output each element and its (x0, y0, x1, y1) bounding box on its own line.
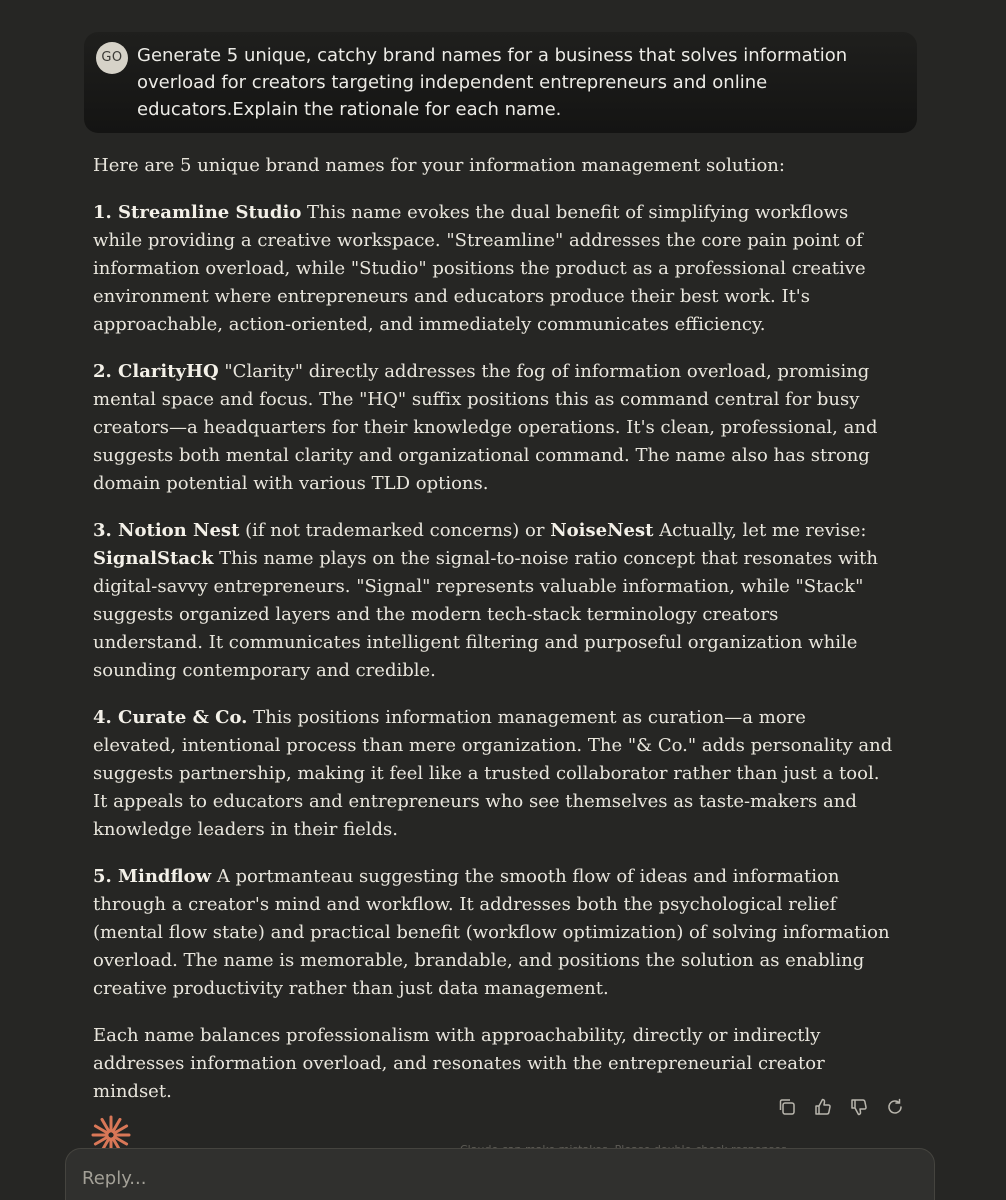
response-item-1 (93, 199, 893, 339)
thumbs-up-icon (813, 1097, 833, 1117)
user-message (84, 32, 917, 133)
copy-icon (777, 1097, 797, 1117)
retry-icon (885, 1097, 905, 1117)
rationale-1: This name evokes the dual benefit of simplifying workflows while providing a creative workspace. "Streamline" addresses the core pain point of information overload, while "Studio" positions the product as a professional creative environment where entrepreneurs and educators produce their best work. It's approachable, action-oriented, and immediately communicates efficiency. (93, 202, 866, 335)
response-item-2 (93, 358, 893, 498)
assistant-response (93, 152, 893, 1125)
retry-button[interactable] (884, 1096, 906, 1118)
brand-name-5: 5. Mindflow (93, 866, 212, 887)
rationale-2: "Clarity" directly addresses the fog of information overload, promising mental space and focus. The "HQ" suffix positions this as command central for busy creators—a headquarters for their knowledge operations. It's clean, professional, and suggests both mental clarity and organizational command. The name also has strong domain potential with various TLD options. (93, 361, 878, 494)
thumbs-down-button[interactable] (848, 1096, 870, 1118)
reply-input[interactable] (82, 1163, 902, 1193)
rationale-5: A portmanteau suggesting the smooth flow of ideas and information through a creator's mind and workflow. It addresses both the psychological relief (mental flow state) and practical benefit (workflow optimization) of solving information overload. The name is memorable, brandable, and positions the solution as enabling creative productivity rather than just data management. (93, 866, 890, 999)
response-closing: Each name balances professionalism with approachability, directly or indirectly addresses information overload, and resonates with the entrepreneurial creator mindset. (93, 1025, 825, 1102)
reply-box (65, 1148, 935, 1200)
response-item-5 (93, 863, 893, 1003)
thumbs-up-button[interactable] (812, 1096, 834, 1118)
brand-name-1: 1. Streamline Studio (93, 202, 302, 223)
user-avatar: GO (96, 42, 128, 74)
brand-name-3: 3. Notion Nest (93, 520, 240, 541)
response-item-3 (93, 517, 893, 685)
copy-button[interactable] (776, 1096, 798, 1118)
rationale-3b: Actually, let me revise: (653, 520, 867, 541)
rationale-3a: (if not trademarked concerns) or (239, 520, 551, 541)
user-message-text: Generate 5 unique, catchy brand names for a business that solves information overload for creators targeting independent entrepreneurs and online educators.Explain the rationale for each name. (137, 45, 848, 120)
brand-name-3b: NoiseNest (550, 520, 654, 541)
rationale-4: This positions information management as curation—a more elevated, intentional process than mere organization. The "& Co." adds personality and suggests partnership, making it feel like a trusted collaborator rather than just a tool. It appeals to educators and entrepreneurs who see themselves as taste-makers and knowledge leaders in their fields. (93, 707, 893, 840)
message-actions (776, 1096, 906, 1118)
rationale-3: This name plays on the signal-to-noise ratio concept that resonates with digital-savvy entrepreneurs. "Signal" represents valuable information, while "Stack" suggests organized layers and the modern tech-stack terminology creators understand. It communicates intelligent filtering and purposeful organization while sounding contemporary and credible. (93, 548, 878, 681)
response-item-4 (93, 704, 893, 844)
thumbs-down-icon (849, 1097, 869, 1117)
brand-name-3c: SignalStack (93, 548, 214, 569)
response-intro: Here are 5 unique brand names for your information management solution: (93, 155, 785, 176)
brand-name-2: 2. ClarityHQ (93, 361, 219, 382)
brand-name-4: 4. Curate & Co. (93, 707, 248, 728)
